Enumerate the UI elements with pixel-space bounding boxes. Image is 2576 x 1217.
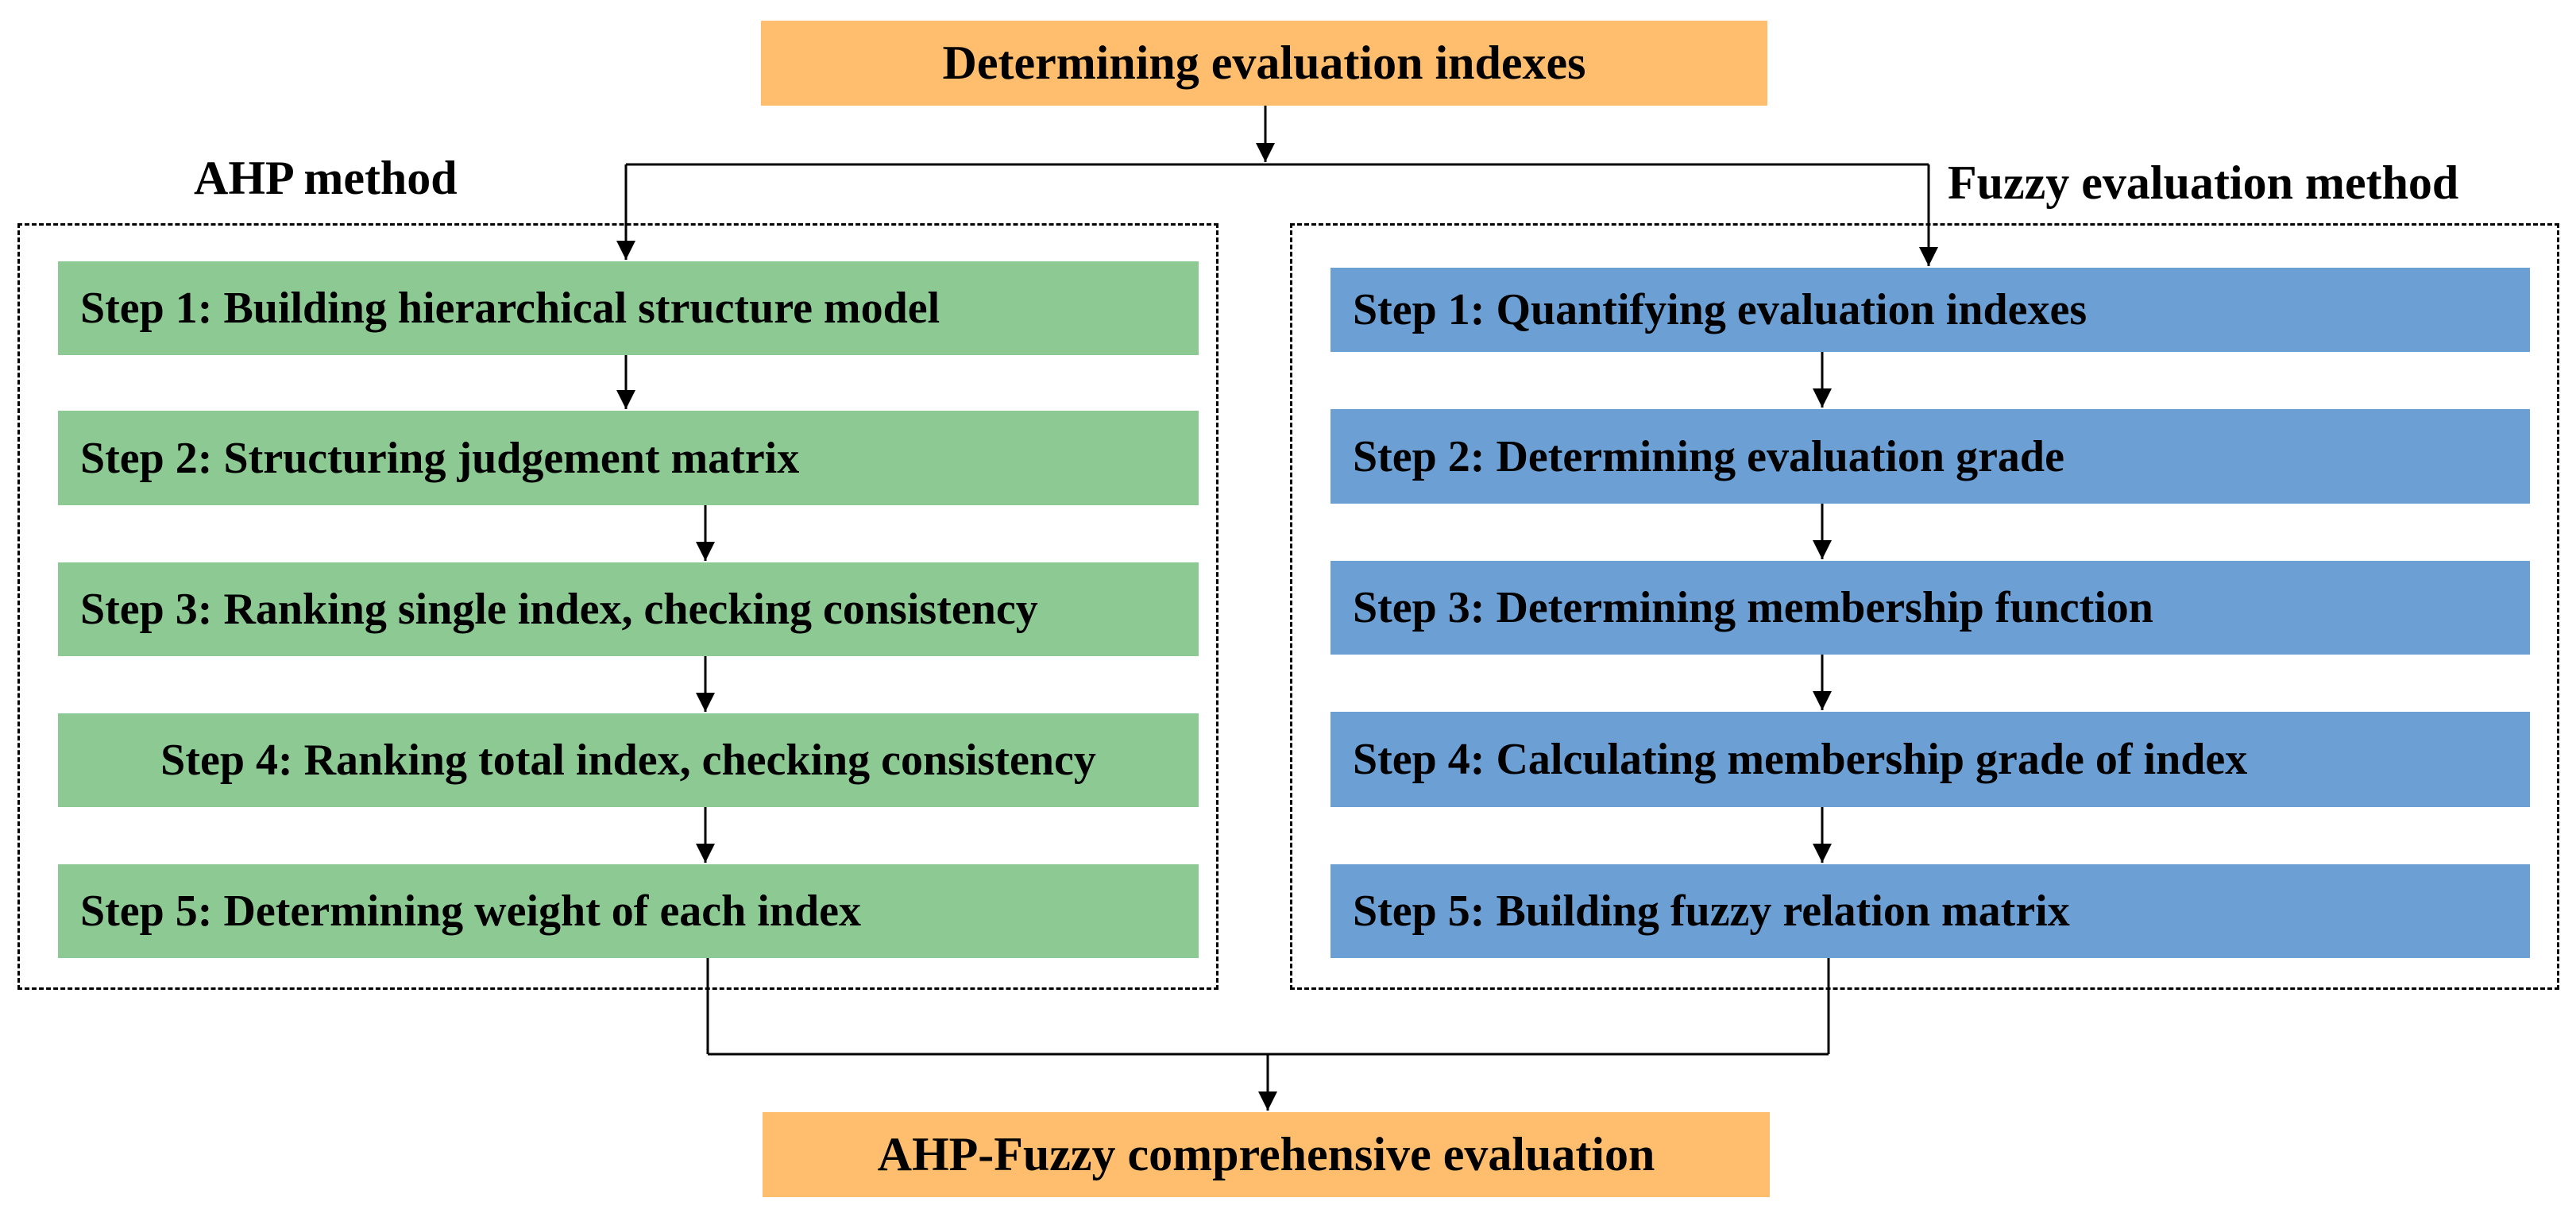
ahp-entry-arrowhead: [616, 241, 635, 260]
ahp-step-1: Step 1: Building hierarchical structure model: [58, 261, 1199, 355]
fuzzy-step-5: Step 5: Building fuzzy relation matrix: [1330, 864, 2530, 958]
ahp-arrowhead-2: [616, 390, 635, 409]
ahp-arrowhead-3: [696, 542, 715, 561]
bottom-box-comprehensive-evaluation: AHP-Fuzzy comprehensive evaluation: [763, 1112, 1770, 1197]
fuzzy-step-4: Step 4: Calculating membership grade of index: [1330, 712, 2530, 807]
fuzzy-method-label: Fuzzy evaluation method: [1948, 156, 2459, 209]
ahp-step-4: Step 4: Ranking total index, checking consistency: [58, 713, 1199, 807]
fuzzy-step-3: Step 3: Determining membership function: [1330, 561, 2530, 655]
ahp-method-label: AHP method: [194, 152, 458, 204]
top-box-determining-indexes: Determining evaluation indexes: [761, 21, 1767, 106]
ahp-arrowhead-4: [696, 693, 715, 712]
fuzzy-arrowhead-4: [1813, 691, 1832, 710]
fuzzy-arrowhead-2: [1813, 388, 1832, 408]
bottom-arrowhead: [1258, 1091, 1277, 1111]
ahp-arrowhead-5: [696, 844, 715, 863]
ahp-step-2: Step 2: Structuring judgement matrix: [58, 411, 1199, 505]
fuzzy-arrowhead-3: [1813, 540, 1832, 559]
fuzzy-arrowhead-5: [1813, 844, 1832, 863]
fuzzy-step-2: Step 2: Determining evaluation grade: [1330, 409, 2530, 504]
ahp-step-3: Step 3: Ranking single index, checking consistency: [58, 562, 1199, 656]
ahp-step-5: Step 5: Determining weight of each index: [58, 864, 1199, 958]
fuzzy-step-1: Step 1: Quantifying evaluation indexes: [1330, 268, 2530, 352]
fuzzy-entry-arrowhead: [1919, 247, 1938, 266]
top-arrowhead: [1256, 143, 1275, 162]
